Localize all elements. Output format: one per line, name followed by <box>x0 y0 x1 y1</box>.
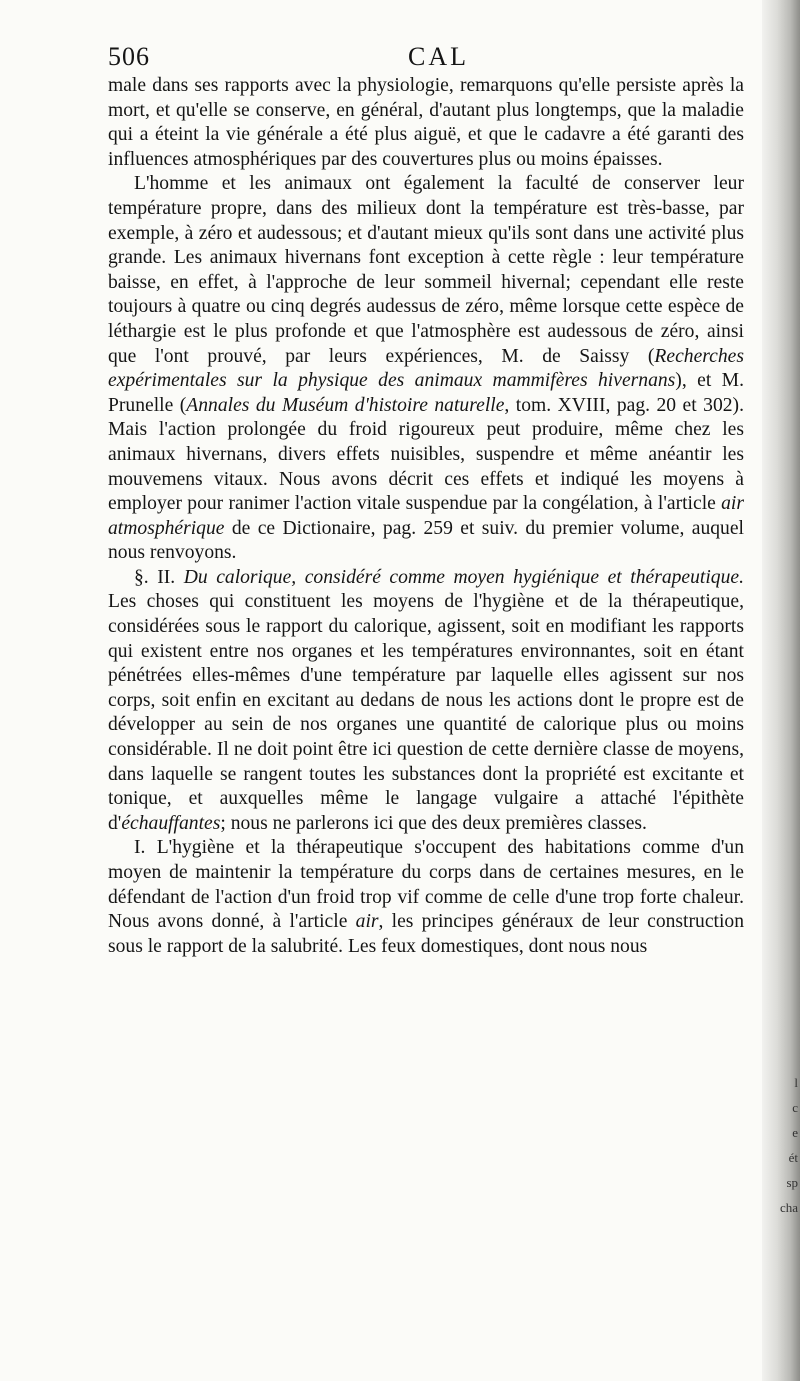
edge-fragment: e <box>792 1125 798 1140</box>
section-number: §. II. <box>134 566 184 588</box>
article-reference: air atmosphérique <box>108 493 744 539</box>
text-run: ), et M. Prunelle ( <box>108 370 744 416</box>
text-run: L'homme et les animaux ont également la faculté de conserver leur température propre, dans des milieux dont la température est très-basse, par exemple, à zéro et audessous; et d'autant mieux qu'ils sont dans une activité plus grande. Les animaux hivernans font exception à cette règle : leur température baisse, en effet, à l'approche de leur sommeil hivernal; cependant elle reste toujours à quatre ou cinq degrés audessus de zéro, même lorsque cette espèce de léthargie est le plus profonde et que l'atmosphère est audessous de zéro, ainsi que l'ont prouvé, par leurs expériences, M. de Saissy ( <box>108 173 744 367</box>
term: échauffantes <box>121 812 221 834</box>
page-number: 506 <box>108 42 150 71</box>
text-run: de ce Dictionaire, pag. 259 et suiv. du premier volume, auquel nous renvoyons. <box>108 517 744 564</box>
edge-fragment: sp <box>786 1175 798 1190</box>
text-run: ; nous ne parlerons ici que des deux premières classes. <box>220 812 647 834</box>
edge-fragment: ét <box>788 1150 798 1165</box>
citation-title: Annales du Muséum d'histoire naturelle <box>186 394 505 416</box>
citation-title: Recherches expérimentales sur la physique des animaux mammifères hivernans <box>108 345 744 392</box>
edge-fragment: cha <box>779 1200 798 1215</box>
edge-fragment: c <box>792 1100 798 1115</box>
text-run: I. L'hygiène et la thérapeutique s'occupent des habitations comme d'un moyen de maintenir la température du corps dans de certaines mesures, en le défendant de l'action d'un froid trop vif comme de celle d'une trop forte chaleur. Nous avons donné, à l'article <box>108 837 744 933</box>
section-title: Du calorique, considéré comme moyen hygiénique et thérapeutique. <box>183 566 745 588</box>
paragraph-habitations <box>108 836 744 959</box>
body-text <box>108 74 744 959</box>
running-head <box>108 42 740 76</box>
text-run: Les choses qui constituent les moyens de l'hygiène et de la thérapeutique, considérées sous le rapport du calorique, agissent, soit en modifiant les rapports qui existent entre nos organes et les températures environnantes, soit en étant pénétrées elles-mêmes d'une température par laquelle elles agissent sur nos corps, soit enfin en excitant au dedans de nous les actions dont le propre est de développer au sein de nos organes une quantité de calorique plus ou moins considérable. Il ne doit point être ici question de cette dernière classe de moyens, dans laquelle se rangent toutes les substances dont la propriété est excitante et tonique, et auxquelles même le langage vulgaire a attaché l'épithète d' <box>108 591 744 834</box>
text-run: , tom. XVIII, pag. 20 et 302). Mais l'action prolongée du froid rigoureux peut produire, même chez les animaux hivernans, divers effets nuisibles, suspendre et même anéantir les mouvemens vitaux. Nous avons décrit ces effets et indiqué les moyens à employer pour ranimer l'action vitale suspendue par la congélation, à l'article <box>108 394 744 515</box>
article-reference: air <box>355 911 379 933</box>
section-paragraph <box>108 566 744 837</box>
header-title: CAL <box>408 42 469 71</box>
paragraph-continuation: male dans ses rapports avec la physiologie, remarquons qu'elle persiste après la mort, et qu'elle se conserve, en général, d'autant plus longtemps, que la maladie qui a éteint la vie générale a été plus aiguë, et que le cadavre a été garanti des influences atmosphériques par des couvertures plus ou moins épaisses. <box>108 75 744 170</box>
page-edge-shadow <box>762 0 800 1381</box>
edge-fragment: l <box>794 1075 798 1090</box>
text-run: , les principes généraux de leur construction sous le rapport de la salubrité. Les feux domestiques, dont nous nous <box>108 911 744 957</box>
paragraph-temperature-animals <box>108 172 744 566</box>
